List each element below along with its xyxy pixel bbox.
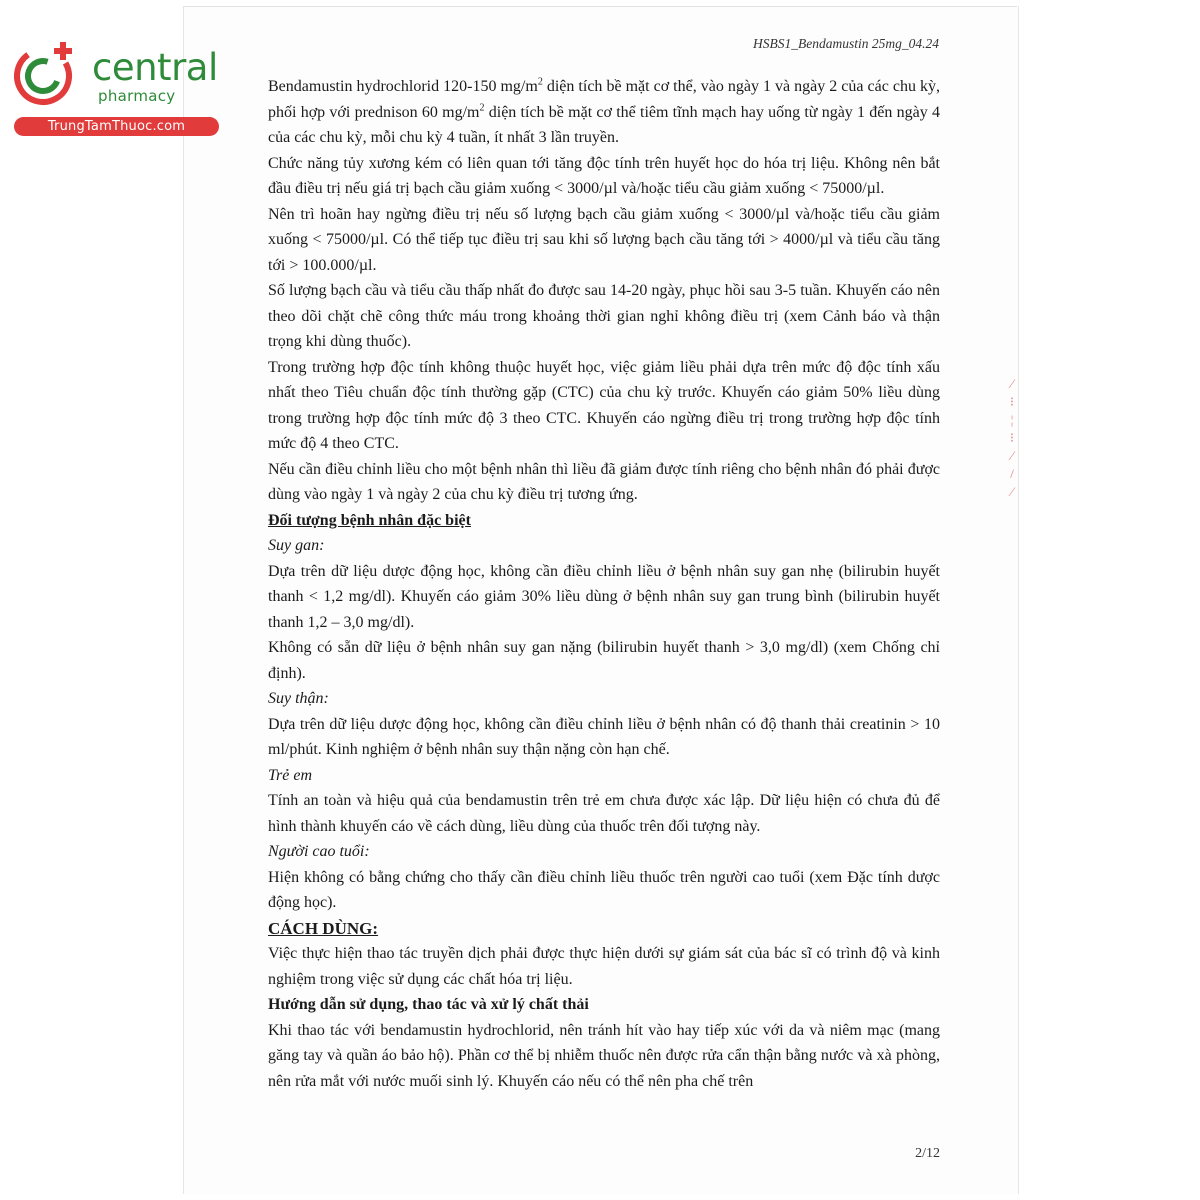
paragraph-elderly: Hiện không có bằng chứng cho thấy cần điều chỉnh liều thuốc trên người cao tuổi (xem Đặc tính dược động học). [268, 868, 940, 911]
paragraph-children: Tính an toàn và hiệu quả của bendamustin trên trẻ em chưa được xác lập. Dữ liệu hiện có chưa đủ để hình thành khuyến cáo về cách dùng, liều dùng của thuốc trên đối tượng này. [268, 792, 940, 835]
logo-subtitle: pharmacy [98, 87, 176, 105]
paragraph-bone-marrow: Chức năng tủy xương kém có liên quan tới tăng độc tính trên huyết học do hóa trị liệu. Không nên bắt đầu điều trị nếu giá trị bạch cầu giảm xuống < 3000/µl và/hoặc tiểu cầu giảm xuống < 75000/µl. [268, 154, 940, 197]
paragraph-dose-adjustment: Nếu cần điều chỉnh liều cho một bệnh nhân thì liều đã giảm được tính riêng cho bệnh nhân đó phải được dùng vào ngày 1 và ngày 2 của chu kỳ điều trị tương ứng. [268, 460, 940, 503]
central-pharmacy-logo[interactable] [10, 38, 220, 138]
heading-special-populations: Đối tượng bệnh nhân đặc biệt [268, 511, 471, 529]
page-number: 2/12 [915, 1146, 940, 1161]
subheading-liver: Suy gan: [268, 537, 325, 554]
subheading-elderly: Người cao tuổi: [268, 843, 370, 860]
red-stamp-mark: ⁄ ⁝ ¦ ⁝ ⁄ / ⁄ [1009, 376, 1015, 499]
document-code: HSBS1_Bendamustin 25mg_04.24 [753, 36, 939, 51]
paragraph-non-hematologic-toxicity: Trong trường hợp độc tính không thuộc huyết học, việc giảm liều phải dựa trên mức độ độc tính xấu nhất theo Tiêu chuẩn độc tính thường gặp (CTC) của chu kỳ trước. Khuyến cáo giảm 50% liều dùng trong trường hợp độc tính mức độ 3 theo CTC. Khuyến cáo ngừng điều trị trong trường hợp độc tính mức độ 4 theo CTC. [268, 358, 940, 452]
paragraph-delay-treatment: Nên trì hoãn hay ngừng điều trị nếu số lượng bạch cầu giảm xuống < 3000/µl và/hoặc tiểu cầu giảm xuống < 75000/µl. Có thể tiếp tục điều trị sau khi số lượng bạch cầu tăng tới > 4000/µl và tiểu cầu tăng tới > 100.000/µl. [268, 205, 940, 274]
subheading-kidney: Suy thận: [268, 690, 329, 707]
heading-usage: CÁCH DÙNG: [268, 918, 379, 938]
document-body [268, 74, 940, 1094]
heading-handling: Hướng dẫn sử dụng, thao tác và xử lý chất thải [268, 996, 589, 1013]
pharmacy-logo-icon [10, 38, 82, 108]
paragraph-kidney: Dựa trên dữ liệu dược động học, không cần điều chỉnh liều ở bệnh nhân có độ thanh thải creatinin > 10 ml/phút. Kinh nghiệm ở bệnh nhân suy thận nặng còn hạn chế. [268, 715, 940, 758]
page-edge [183, 6, 1017, 7]
logo-site-banner: TrungTamThuoc.com [14, 117, 219, 136]
paragraph-liver-mild: Dựa trên dữ liệu dược động học, không cần điều chỉnh liều ở bệnh nhân suy gan nhẹ (bilirubin huyết thanh < 1,2 mg/dl). Khuyến cáo giảm 30% liều dùng ở bệnh nhân suy gan trung bình (bilirubin huyết thanh 1,2 – 3,0 mg/dl). [268, 562, 940, 631]
paragraph-liver-severe: Không có sẵn dữ liệu ở bệnh nhân suy gan nặng (bilirubin huyết thanh > 3,0 mg/dl) (xem Chống chỉ định). [268, 639, 940, 682]
paragraph-handling: Khi thao tác với bendamustin hydrochlorid, nên tránh hít vào hay tiếp xúc với da và niêm mạc (mang găng tay và quần áo bảo hộ). Phần cơ thể bị nhiễm thuốc nên được rửa cẩn thận bằng nước và xà phòng, nên rửa mắt với nước muối sinh lý. Khuyến cáo nếu có thể nên pha chế trên [268, 1021, 940, 1090]
paragraph-infusion-supervision: Việc thực hiện thao tác truyền dịch phải được thực hiện dưới sự giám sát của bác sĩ có trình độ và kinh nghiệm trong việc sử dụng các chất hóa trị liệu. [268, 945, 940, 988]
logo-wordmark: central [92, 46, 218, 89]
paragraph-blood-count: Số lượng bạch cầu và tiểu cầu thấp nhất đo được sau 14-20 ngày, phục hồi sau 3-5 tuần. Khuyến cáo nên theo dõi chặt chẽ công thức máu trong khoảng thời gian nghỉ không điều trị (xem Cảnh báo và thận trọng khi dùng thuốc). [268, 282, 940, 350]
paragraph-dosage-combination: Bendamustin hydrochlorid 120-150 $mg/m^2$ diện tích bề mặt cơ thể, vào ngày 1 và ngày 2 của các chu kỳ, phối hợp với prednison 60 $mg/m^2$ diện tích bề mặt cơ thể tiêm tĩnh mạch hay uống từ ngày 1 đến ngày 4 của các chu kỳ, mỗi chu kỳ 4 tuần, ít nhất 3 lần truyền. [268, 76, 940, 146]
subheading-children: Trẻ em [268, 766, 312, 784]
